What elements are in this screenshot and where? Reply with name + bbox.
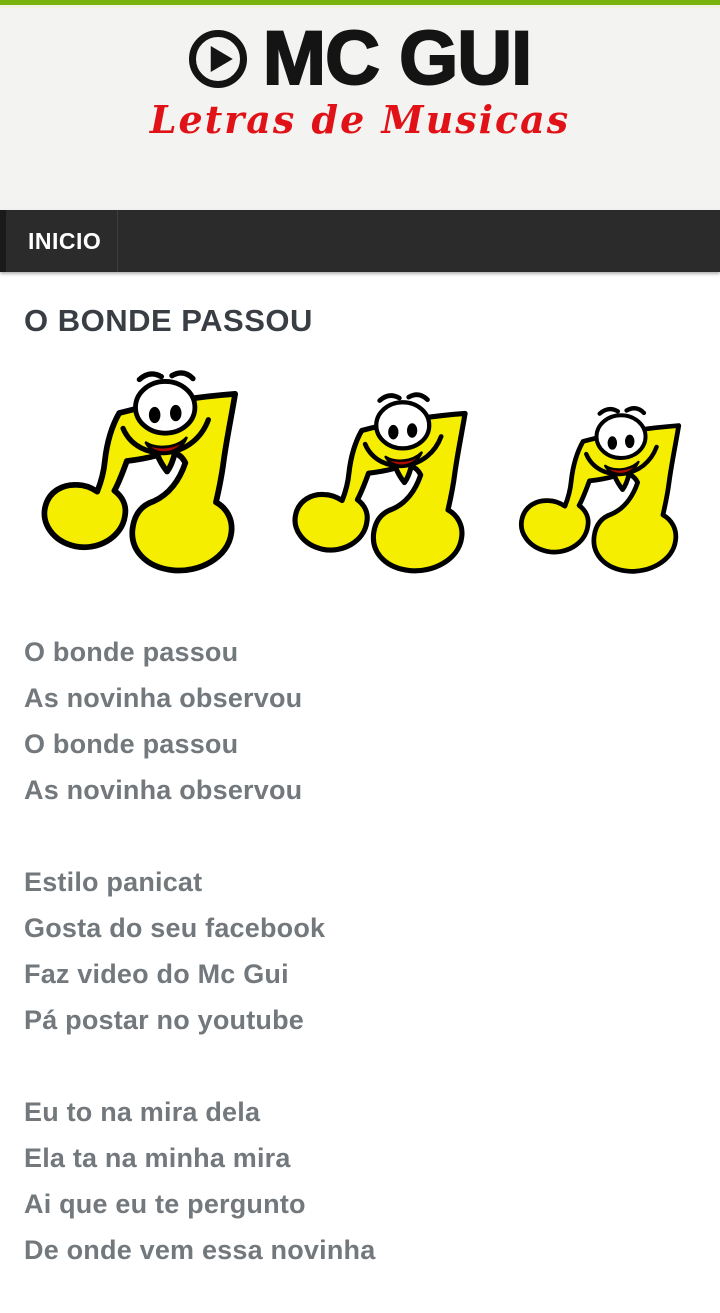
lyrics-stanza [24,1089,696,1273]
lyric-line: As novinha observou [24,775,303,805]
lyric-line: Pá postar no youtube [24,1005,305,1035]
top-accent-bar [0,0,720,8]
lyric-line: O bonde passou [24,637,239,667]
musical-note-icon [284,391,489,575]
lyric-line: Ela ta na minha mira [24,1143,291,1173]
musical-note-icon [32,369,262,575]
site-title: MC GUI [262,16,532,101]
main-content [0,302,720,1313]
site-tagline: Letras de Musicas [149,97,571,142]
lyrics-stanza [24,629,696,813]
lyric-line: De onde vem essa novinha [24,1235,376,1265]
main-nav [0,210,720,272]
music-notes-illustration [32,369,696,575]
lyric-line: Estilo panicat [24,867,203,897]
site-header [0,8,720,210]
nav-item-inicio[interactable]: INICIO [6,210,118,272]
page-title: O BONDE PASSOU [24,303,313,338]
lyric-line: As novinha observou [24,683,303,713]
lyric-line: Ai que eu te pergunto [24,1189,306,1219]
lyric-line: O bonde passou [24,729,239,759]
lyric-line: Eu to na mira dela [24,1097,261,1127]
play-circle-icon [189,30,247,88]
lyric-line: Faz video do Mc Gui [24,959,289,989]
lyrics-block [24,629,696,1313]
musical-note-icon [511,405,701,575]
lyrics-stanza [24,859,696,1043]
lyric-line: Gosta do seu facebook [24,913,326,943]
site-logo[interactable] [0,8,720,101]
